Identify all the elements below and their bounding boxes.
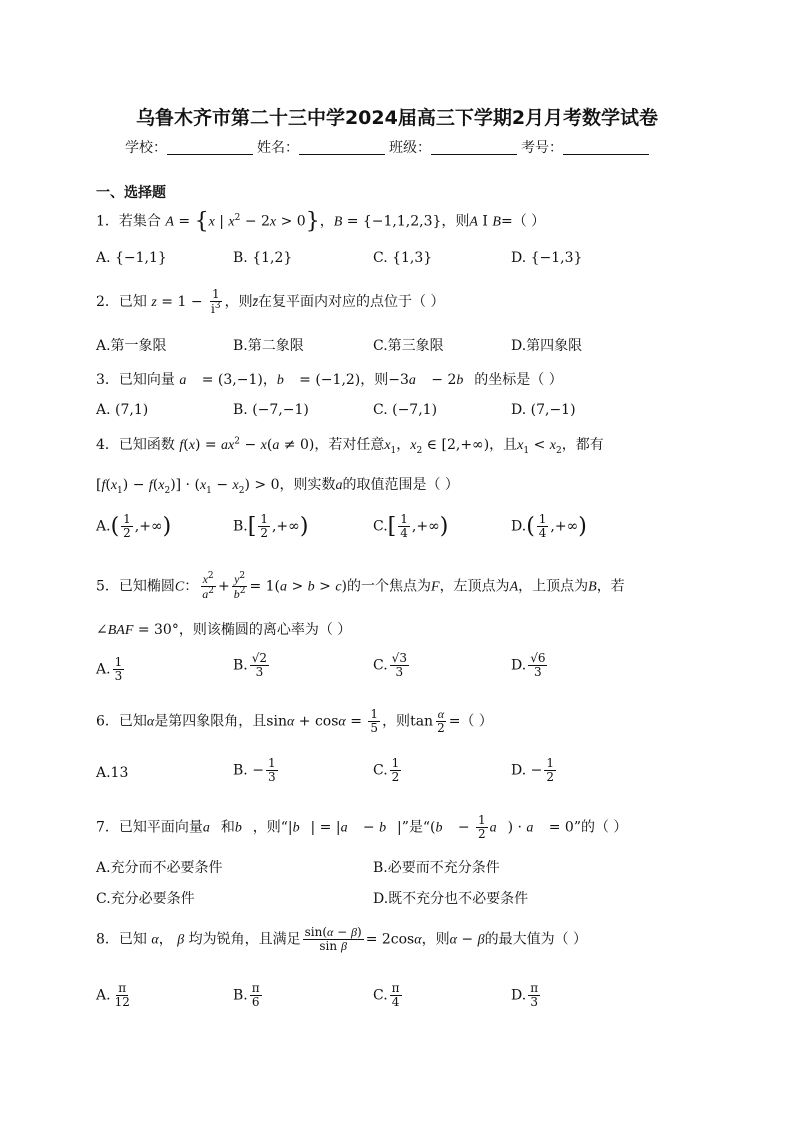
- question-number: 1．: [96, 213, 119, 230]
- option-a[interactable]: A. {−1,1}: [96, 250, 167, 266]
- student-info-line: [125, 137, 653, 157]
- question-4-cont: $[f(x_1) - f(x_2)] \cdot (x_1 - x_2) > 0$，则实数a的取值范围是（ ）: [96, 477, 459, 496]
- question-5-cont: ∠BAF = 30°，则该椭圆的离心率为（ ）: [96, 622, 352, 638]
- option-a[interactable]: A. (7,1): [96, 402, 149, 418]
- option-c[interactable]: C. $\frac{1}{2}$: [373, 756, 400, 785]
- section-heading: 一、选择题: [96, 185, 166, 201]
- option-d[interactable]: D. {−1,3}: [511, 250, 583, 266]
- math-expr: A: [165, 214, 174, 230]
- option-d[interactable]: D. $\frac{√6}{3}$: [511, 651, 546, 680]
- option-b[interactable]: B. {1,2}: [233, 250, 293, 266]
- class-label: 班级：: [389, 140, 431, 156]
- question-6: 6．已知α是第四象限角，且sinα + cosα = $\frac{1}{5}$ ，则tan $\frac{\alpha}{2}$ =（ ）: [96, 707, 493, 736]
- option-c[interactable]: C.充分必要条件: [96, 891, 195, 907]
- option-c[interactable]: C. $\frac{\pi}{4}$: [373, 981, 400, 1010]
- option-d[interactable]: D.既不充分也不必要条件: [373, 891, 529, 907]
- question-text: 若集合: [118, 213, 161, 230]
- option-b[interactable]: B. (−7,−1): [233, 402, 309, 418]
- number-label: 考号：: [521, 140, 563, 156]
- question-8: 8．已知 α， β 均为锐角，且满足 $\frac{\sin(\alpha - \beta)}{\text{sin β}}$ = 2cosα，则α − β的最大值为（ ）: [96, 925, 588, 954]
- option-a[interactable]: A.充分而不必要条件: [96, 860, 223, 876]
- option-b[interactable]: B. $\frac{√2}{3}$: [233, 651, 268, 680]
- question-text: =（ ）: [500, 213, 546, 230]
- number-blank[interactable]: [563, 140, 649, 155]
- school-blank[interactable]: [167, 140, 253, 155]
- option-c[interactable]: C. {1,3}: [373, 250, 433, 266]
- question-3: 3．已知向量 a⃗ = (3,−1)，b⃗ = (−1,2)，则−3a⃗ − 2b⃗的坐标是（ ）: [96, 372, 563, 388]
- option-b[interactable]: B.必要而不充分条件: [373, 860, 500, 876]
- question-2: 2．已知 z = 1 − $\frac{1}{i^3}$ ，则z̄在复平面内对应的点位于（ ）: [96, 287, 445, 317]
- option-a[interactable]: A.( $\frac{1}{2}$ ,+∞): [96, 512, 172, 541]
- question-4: 4．已知函数 $f(x) = ax^2 - x(a \ne 0)$，若对任意$x_1$，$x_2$ ∈ [2,+∞)，且$x_1 < x_2$，都有: [96, 436, 604, 456]
- option-b[interactable]: B.[ $\frac{1}{2}$ ,+∞): [233, 512, 309, 541]
- name-blank[interactable]: [299, 140, 385, 155]
- option-c[interactable]: C.[ $\frac{1}{4}$ ,+∞): [373, 512, 449, 541]
- option-d[interactable]: D. $\frac{\pi}{3}$: [511, 981, 539, 1010]
- question-1: 1．若集合 A = {x | $x^2 - 2x > 0$}，B = {−1,1,2,3}，则A I B=（ ）: [96, 209, 546, 234]
- option-d[interactable]: D.第四象限: [511, 338, 583, 354]
- option-d[interactable]: D.( $\frac{1}{4}$ ,+∞): [511, 512, 587, 541]
- option-b[interactable]: B.第二象限: [233, 338, 304, 354]
- option-c[interactable]: C. $\frac{√3}{3}$: [373, 651, 407, 680]
- option-c[interactable]: C.第三象限: [373, 338, 444, 354]
- option-a[interactable]: A.第一象限: [96, 338, 167, 354]
- question-5: 5．已知椭圆C： $\frac{x^2}{a^2}$ + $\frac{y^2}{b^2}$ = 1(a > b > c)的一个焦点为F，左顶点为A，上顶点为B，若: [96, 571, 625, 602]
- name-label: 姓名：: [257, 140, 299, 156]
- class-blank[interactable]: [431, 140, 517, 155]
- option-d[interactable]: D. (7,−1): [511, 402, 576, 418]
- option-a[interactable]: A. $\frac{1}{3}$: [96, 655, 123, 684]
- option-a[interactable]: A. $\frac{\pi}{12}$: [96, 981, 130, 1010]
- page-title: 乌鲁木齐市第二十三中学2024届高三下学期2月月考数学试卷: [135, 107, 659, 129]
- question-text: ，则: [441, 213, 470, 230]
- option-d[interactable]: D. − $\frac{1}{2}$: [511, 756, 555, 785]
- question-7: 7．已知平面向量a⃗和b⃗，则“|b⃗| = |a⃗ − b⃗|”是“(b⃗ − $\frac{1}{2}$ a⃗) · a⃗ = 0”的（ ）: [96, 813, 628, 842]
- option-a[interactable]: A.13: [96, 765, 129, 781]
- option-b[interactable]: B. $\frac{\pi}{6}$: [233, 981, 260, 1010]
- option-b[interactable]: B. − $\frac{1}{3}$: [233, 756, 276, 785]
- option-c[interactable]: C. (−7,1): [373, 402, 438, 418]
- school-label: 学校：: [125, 140, 167, 156]
